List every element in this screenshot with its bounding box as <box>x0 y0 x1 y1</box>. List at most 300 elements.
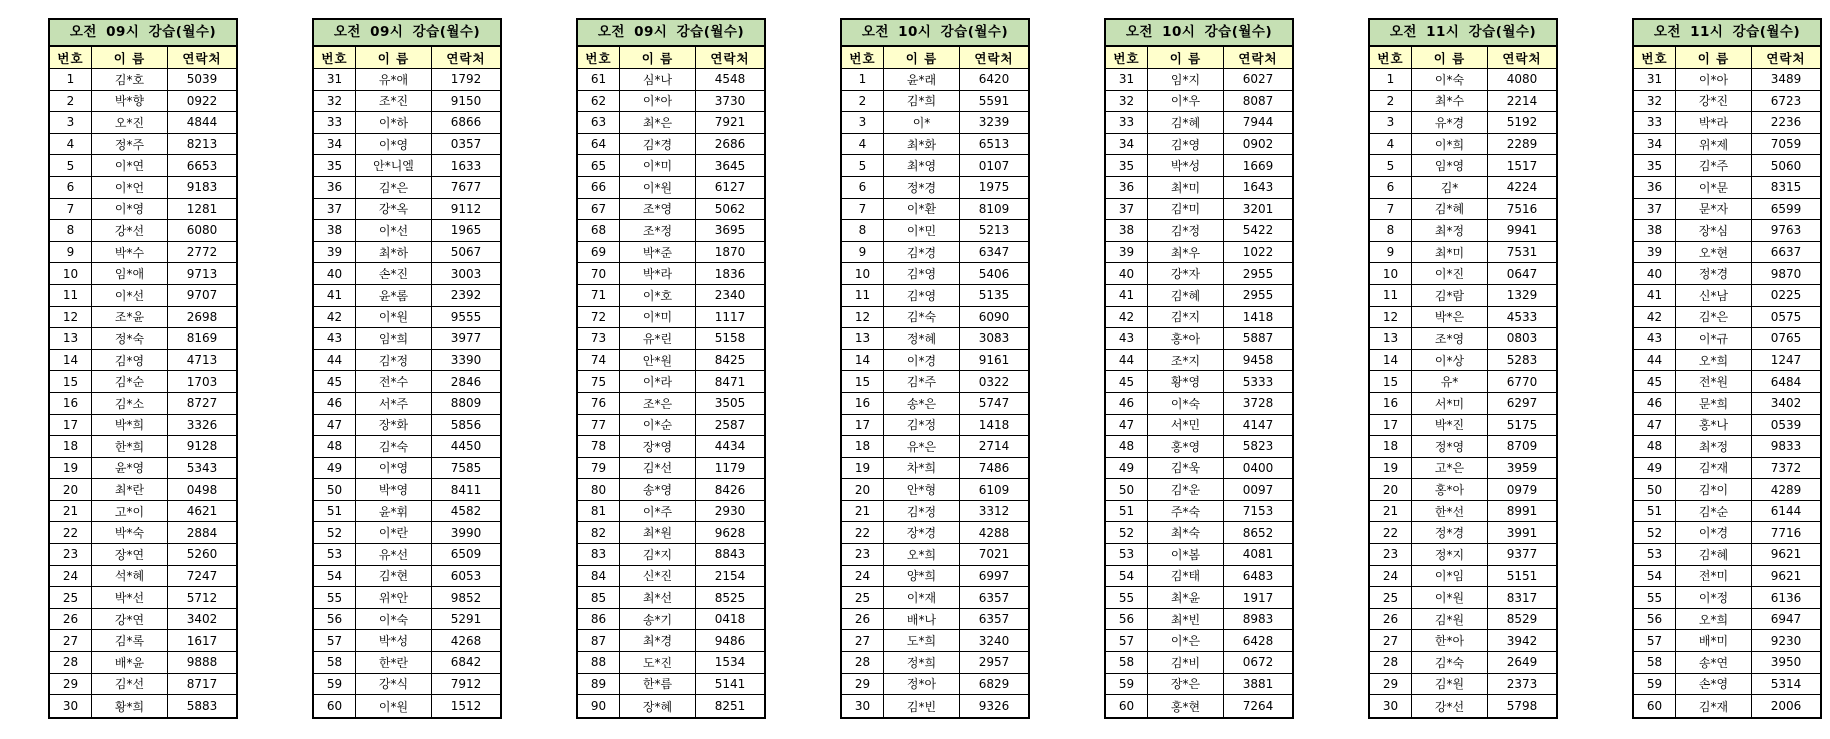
table-row <box>1106 522 1292 544</box>
cell-name: 임*애 <box>92 263 168 285</box>
table-row <box>50 393 236 415</box>
column-header-contact: 연락처 <box>1752 47 1820 69</box>
column-header-number: 번호 <box>50 47 92 69</box>
cell-contact: 4224 <box>1488 177 1556 199</box>
table-row <box>842 522 1028 544</box>
cell-contact: 3645 <box>696 155 764 177</box>
cell-contact: 5591 <box>960 91 1028 113</box>
cell-name: 이*원 <box>356 307 432 329</box>
table-row <box>314 479 500 501</box>
table-row <box>578 134 764 156</box>
cell-number: 27 <box>1370 630 1412 652</box>
cell-name: 전*미 <box>1676 566 1752 588</box>
table-row <box>1634 609 1820 631</box>
table-row <box>578 501 764 523</box>
table-row <box>1106 220 1292 242</box>
table-row <box>50 263 236 285</box>
cell-number: 7 <box>50 199 92 221</box>
cell-name: 정*경 <box>1412 522 1488 544</box>
cell-contact: 0803 <box>1488 328 1556 350</box>
cell-contact: 6347 <box>960 242 1028 264</box>
cell-name: 김*호 <box>92 69 168 91</box>
cell-name: 한*희 <box>92 436 168 458</box>
table-row <box>50 328 236 350</box>
cell-name: 손*진 <box>356 263 432 285</box>
cell-name: 김*순 <box>1676 501 1752 523</box>
table-row <box>1370 415 1556 437</box>
cell-number: 54 <box>314 566 356 588</box>
table-row <box>1106 695 1292 717</box>
cell-number: 55 <box>1634 587 1676 609</box>
cell-contact: 9161 <box>960 350 1028 372</box>
cell-contact: 5175 <box>1488 415 1556 437</box>
table-row <box>1370 134 1556 156</box>
table-row <box>1634 458 1820 480</box>
cell-name: 오*희 <box>884 544 960 566</box>
cell-name: 임*희 <box>356 328 432 350</box>
table-row <box>1370 69 1556 91</box>
cell-number: 25 <box>1370 587 1412 609</box>
cell-number: 25 <box>50 587 92 609</box>
table-row <box>314 69 500 91</box>
cell-number: 57 <box>1106 630 1148 652</box>
table-row <box>314 177 500 199</box>
cell-name: 정*경 <box>1676 263 1752 285</box>
cell-contact: 6053 <box>432 566 500 588</box>
cell-name: 안*원 <box>620 350 696 372</box>
cell-number: 4 <box>50 134 92 156</box>
cell-contact: 8991 <box>1488 501 1556 523</box>
cell-contact: 9941 <box>1488 220 1556 242</box>
cell-number: 69 <box>578 242 620 264</box>
cell-name: 박*라 <box>620 263 696 285</box>
cell-number: 88 <box>578 652 620 674</box>
cell-name: 최*선 <box>620 587 696 609</box>
cell-number: 61 <box>578 69 620 91</box>
cell-name: 송*영 <box>620 479 696 501</box>
cell-contact: 3240 <box>960 630 1028 652</box>
table-row <box>842 220 1028 242</box>
table-row <box>1106 630 1292 652</box>
table-row <box>1106 285 1292 307</box>
cell-contact: 1917 <box>1224 587 1292 609</box>
cell-number: 83 <box>578 544 620 566</box>
cell-number: 43 <box>314 328 356 350</box>
cell-name: 윤*래 <box>884 69 960 91</box>
cell-contact: 4147 <box>1224 415 1292 437</box>
cell-number: 32 <box>1106 91 1148 113</box>
cell-contact: 7021 <box>960 544 1028 566</box>
table-row <box>1370 328 1556 350</box>
table-row <box>578 479 764 501</box>
table-title: 오전 11시 강습(월수) <box>1370 20 1556 47</box>
cell-contact: 4450 <box>432 436 500 458</box>
cell-name: 최*란 <box>92 479 168 501</box>
table-row <box>1106 501 1292 523</box>
cell-number: 22 <box>842 522 884 544</box>
table-row <box>50 415 236 437</box>
table-row <box>314 263 500 285</box>
cell-name: 전*수 <box>356 371 432 393</box>
table-row <box>1106 479 1292 501</box>
cell-name: 최*영 <box>884 155 960 177</box>
table-row <box>578 652 764 674</box>
cell-contact: 4080 <box>1488 69 1556 91</box>
cell-name: 최*은 <box>620 112 696 134</box>
cell-name: 박*준 <box>620 242 696 264</box>
table-row <box>1634 587 1820 609</box>
table-row <box>1370 630 1556 652</box>
cell-number: 13 <box>842 328 884 350</box>
cell-number: 60 <box>1106 695 1148 717</box>
cell-contact: 6829 <box>960 674 1028 696</box>
cell-number: 17 <box>1370 415 1412 437</box>
table-row <box>1370 674 1556 696</box>
cell-number: 19 <box>1370 458 1412 480</box>
cell-number: 41 <box>314 285 356 307</box>
cell-contact: 0765 <box>1752 328 1820 350</box>
cell-name: 배*윤 <box>92 652 168 674</box>
table-row <box>314 112 500 134</box>
cell-number: 29 <box>50 674 92 696</box>
table-row <box>50 522 236 544</box>
cell-number: 4 <box>1370 134 1412 156</box>
cell-contact: 6997 <box>960 566 1028 588</box>
cell-name: 정*주 <box>92 134 168 156</box>
table-row <box>314 674 500 696</box>
cell-number: 34 <box>1106 134 1148 156</box>
table-row <box>842 134 1028 156</box>
table-row <box>314 371 500 393</box>
table-row <box>578 458 764 480</box>
table-row <box>1634 436 1820 458</box>
cell-contact: 3312 <box>960 501 1028 523</box>
cell-name: 송*기 <box>620 609 696 631</box>
cell-number: 1 <box>842 69 884 91</box>
cell-number: 1 <box>1370 69 1412 91</box>
cell-contact: 0922 <box>168 91 236 113</box>
cell-number: 10 <box>50 263 92 285</box>
cell-number: 21 <box>50 501 92 523</box>
cell-name: 김*욱 <box>1148 458 1224 480</box>
cell-number: 57 <box>314 630 356 652</box>
cell-name: 강*옥 <box>356 199 432 221</box>
cell-number: 72 <box>578 307 620 329</box>
cell-number: 65 <box>578 155 620 177</box>
cell-contact: 9621 <box>1752 566 1820 588</box>
table-row <box>1106 69 1292 91</box>
table-row <box>314 436 500 458</box>
cell-number: 19 <box>50 458 92 480</box>
cell-number: 11 <box>1370 285 1412 307</box>
cell-number: 43 <box>1106 328 1148 350</box>
cell-number: 52 <box>1634 522 1676 544</box>
cell-contact: 9377 <box>1488 544 1556 566</box>
cell-contact: 5260 <box>168 544 236 566</box>
cell-number: 63 <box>578 112 620 134</box>
cell-name: 강*식 <box>356 674 432 696</box>
cell-number: 11 <box>50 285 92 307</box>
table-row <box>1634 199 1820 221</box>
cell-number: 43 <box>1634 328 1676 350</box>
table-row <box>314 91 500 113</box>
table-row <box>578 674 764 696</box>
table-row <box>578 415 764 437</box>
cell-contact: 5067 <box>432 242 500 264</box>
table-row <box>1634 242 1820 264</box>
cell-contact: 6723 <box>1752 91 1820 113</box>
table-row <box>578 566 764 588</box>
cell-contact: 8315 <box>1752 177 1820 199</box>
cell-contact: 7585 <box>432 458 500 480</box>
cell-name: 이*순 <box>620 415 696 437</box>
cell-number: 67 <box>578 199 620 221</box>
cell-contact: 3728 <box>1224 393 1292 415</box>
cell-contact: 6599 <box>1752 199 1820 221</box>
cell-contact: 1418 <box>1224 307 1292 329</box>
table-row <box>314 393 500 415</box>
cell-contact: 3977 <box>432 328 500 350</box>
table-title: 오전 10시 강습(월수) <box>842 20 1028 47</box>
cell-name: 이*호 <box>620 285 696 307</box>
table-row <box>50 630 236 652</box>
table-row <box>1634 350 1820 372</box>
column-header-number: 번호 <box>1370 47 1412 69</box>
cell-contact: 6770 <box>1488 371 1556 393</box>
cell-number: 90 <box>578 695 620 717</box>
cell-number: 15 <box>50 371 92 393</box>
table-row <box>1370 285 1556 307</box>
cell-number: 48 <box>314 436 356 458</box>
table-header-row <box>314 47 500 69</box>
table-row <box>50 285 236 307</box>
cell-contact: 3201 <box>1224 199 1292 221</box>
cell-number: 23 <box>842 544 884 566</box>
cell-name: 손*영 <box>1676 674 1752 696</box>
cell-number: 60 <box>1634 695 1676 717</box>
cell-number: 23 <box>1370 544 1412 566</box>
cell-contact: 2698 <box>168 307 236 329</box>
cell-name: 이*하 <box>356 112 432 134</box>
table-row <box>578 609 764 631</box>
table-row <box>578 544 764 566</box>
cell-name: 김*람 <box>1412 285 1488 307</box>
column-header-contact: 연락처 <box>1224 47 1292 69</box>
cell-contact: 5291 <box>432 609 500 631</box>
cell-name: 김*주 <box>884 371 960 393</box>
cell-contact: 7716 <box>1752 522 1820 544</box>
column-header-name: 이 름 <box>620 47 696 69</box>
cell-name: 장*은 <box>1148 674 1224 696</box>
cell-contact: 4582 <box>432 501 500 523</box>
cell-contact: 3083 <box>960 328 1028 350</box>
cell-contact: 2957 <box>960 652 1028 674</box>
table-row <box>578 371 764 393</box>
cell-number: 37 <box>1106 199 1148 221</box>
table-row <box>1106 328 1292 350</box>
cell-name: 정*경 <box>884 177 960 199</box>
cell-number: 38 <box>1106 220 1148 242</box>
cell-number: 16 <box>842 393 884 415</box>
cell-number: 30 <box>1370 695 1412 717</box>
cell-name: 홍*현 <box>1148 695 1224 717</box>
cell-name: 오*희 <box>1676 350 1752 372</box>
cell-name: 고*이 <box>92 501 168 523</box>
cell-number: 39 <box>314 242 356 264</box>
table-row <box>842 436 1028 458</box>
table-row <box>314 242 500 264</box>
cell-name: 김*이 <box>1676 479 1752 501</box>
cell-name: 서*미 <box>1412 393 1488 415</box>
cell-number: 47 <box>314 415 356 437</box>
cell-contact: 8251 <box>714 699 746 714</box>
cell-contact: 7516 <box>1488 199 1556 221</box>
cell-contact: 9128 <box>168 436 236 458</box>
cell-name: 이*미 <box>620 307 696 329</box>
table-row <box>50 566 236 588</box>
cell-contact: 5823 <box>1224 436 1292 458</box>
table-title: 오전 10시 강습(월수) <box>1106 20 1292 47</box>
cell-name: 김*숙 <box>1412 652 1488 674</box>
cell-contact: 8717 <box>168 674 236 696</box>
cell-name: 이*환 <box>884 199 960 221</box>
cell-name: 김*록 <box>92 630 168 652</box>
table-row <box>842 112 1028 134</box>
column-header-contact: 연락처 <box>960 47 1028 69</box>
cell-contact: 1617 <box>168 630 236 652</box>
cell-contact: 1247 <box>1752 350 1820 372</box>
cell-number: 3 <box>50 112 92 134</box>
table-row <box>50 695 236 717</box>
table-row <box>1370 652 1556 674</box>
table-row <box>1370 242 1556 264</box>
cell-name: 도*진 <box>620 652 696 674</box>
cell-contact: 6637 <box>1752 242 1820 264</box>
cell-name: 이*영 <box>356 134 432 156</box>
cell-name: 고*은 <box>1412 458 1488 480</box>
cell-contact: 6484 <box>1752 371 1820 393</box>
cell-number: 32 <box>314 91 356 113</box>
cell-name: 최*하 <box>356 242 432 264</box>
cell-number: 24 <box>842 566 884 588</box>
cell-contact: 9628 <box>696 522 764 544</box>
cell-name: 정*지 <box>1412 544 1488 566</box>
cell-contact: 2846 <box>432 371 500 393</box>
cell-number: 28 <box>1370 652 1412 674</box>
table-row <box>1370 112 1556 134</box>
cell-contact: 7247 <box>168 566 236 588</box>
cell-name: 김*영 <box>1148 134 1224 156</box>
column-header-name: 이 름 <box>92 47 168 69</box>
cell-contact: 7059 <box>1752 134 1820 156</box>
cell-name: 김*경 <box>884 242 960 264</box>
class-table-4 <box>840 18 1030 719</box>
cell-number: 46 <box>1634 393 1676 415</box>
cell-name: 김*순 <box>92 371 168 393</box>
cell-contact: 9112 <box>432 199 500 221</box>
cell-number: 31 <box>1634 69 1676 91</box>
cell-contact: 5747 <box>960 393 1028 415</box>
cell-name: 이*언 <box>92 177 168 199</box>
cell-name: 이*숙 <box>1148 393 1224 415</box>
table-row <box>1370 436 1556 458</box>
cell-name: 강*진 <box>1676 91 1752 113</box>
cell-contact: 1517 <box>1488 155 1556 177</box>
cell-name: 최*빈 <box>1148 609 1224 631</box>
cell-number: 21 <box>1370 501 1412 523</box>
cell-number: 15 <box>1370 371 1412 393</box>
cell-name: 이*원 <box>620 177 696 199</box>
cell-name: 최*원 <box>620 522 696 544</box>
cell-number: 4 <box>842 134 884 156</box>
cell-name: 조*진 <box>356 91 432 113</box>
cell-contact: 6127 <box>696 177 764 199</box>
table-row <box>1634 501 1820 523</box>
cell-contact: 6483 <box>1224 566 1292 588</box>
cell-contact: 2587 <box>696 415 764 437</box>
cell-number: 38 <box>314 220 356 242</box>
cell-number: 31 <box>1106 69 1148 91</box>
cell-number: 5 <box>50 155 92 177</box>
cell-contact: 6109 <box>960 479 1028 501</box>
cell-contact: 3991 <box>1488 522 1556 544</box>
cell-contact: 8426 <box>696 479 764 501</box>
table-row <box>1106 155 1292 177</box>
cell-contact: 9852 <box>432 587 500 609</box>
cell-number: 5 <box>842 155 884 177</box>
cell-name: 김*숙 <box>884 307 960 329</box>
cell-contact: 2214 <box>1488 91 1556 113</box>
cell-name: 김*빈 <box>884 695 960 717</box>
cell-name: 최*우 <box>1148 242 1224 264</box>
cell-name: 황*희 <box>92 695 168 717</box>
cell-number: 3 <box>842 112 884 134</box>
cell-name: 이*선 <box>92 285 168 307</box>
cell-name: 송*연 <box>1676 652 1752 674</box>
table-row <box>1106 350 1292 372</box>
cell-contact: 8169 <box>168 328 236 350</box>
cell-contact: 8809 <box>432 393 500 415</box>
cell-number: 16 <box>1370 393 1412 415</box>
cell-number: 17 <box>842 415 884 437</box>
cell-number: 39 <box>1106 242 1148 264</box>
cell-name: 조*영 <box>620 199 696 221</box>
cell-contact: 6090 <box>960 307 1028 329</box>
cell-number: 51 <box>1106 501 1148 523</box>
table-row <box>842 177 1028 199</box>
cell-number: 66 <box>578 177 620 199</box>
table-row <box>1634 155 1820 177</box>
table-row <box>842 155 1028 177</box>
cell-name: 김*영 <box>92 350 168 372</box>
table-row <box>1106 458 1292 480</box>
cell-number: 3 <box>1370 112 1412 134</box>
table-row <box>50 177 236 199</box>
cell-number: 54 <box>1106 566 1148 588</box>
cell-name: 강*선 <box>1412 695 1488 717</box>
cell-contact: 6136 <box>1752 587 1820 609</box>
table-row <box>842 350 1028 372</box>
cell-name: 이*경 <box>884 350 960 372</box>
cell-name: 문*희 <box>1676 393 1752 415</box>
table-row <box>314 609 500 631</box>
cell-name: 박*수 <box>92 242 168 264</box>
cell-number: 20 <box>1370 479 1412 501</box>
table-row <box>1370 371 1556 393</box>
cell-contact: 6080 <box>168 220 236 242</box>
cell-contact: 4533 <box>1488 307 1556 329</box>
cell-contact: 1633 <box>432 155 500 177</box>
